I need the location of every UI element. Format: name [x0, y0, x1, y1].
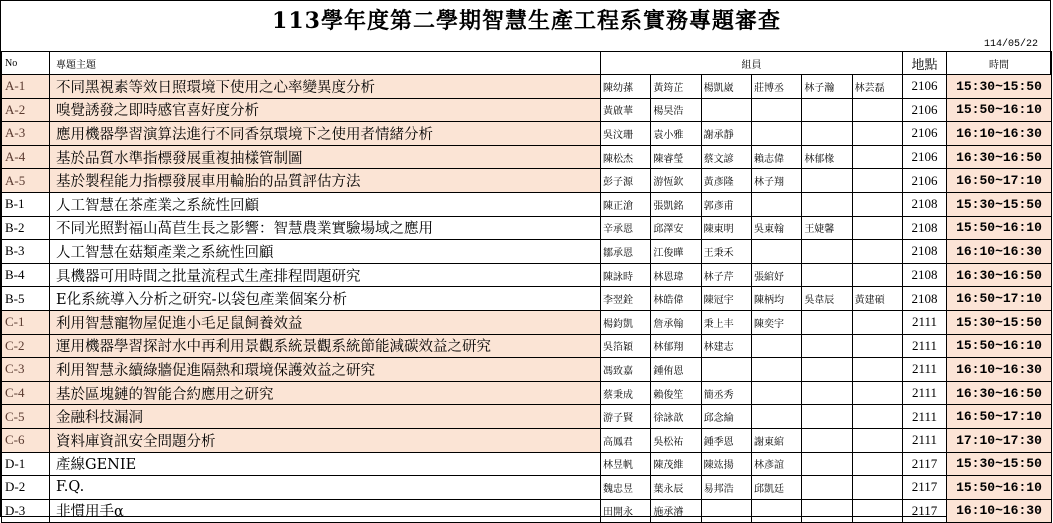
row-time: 15:30~15:50: [947, 452, 1052, 476]
member-cell: 鍾侑恩: [651, 358, 701, 382]
member-cell: [802, 499, 852, 523]
row-location: 2108: [903, 216, 947, 240]
schedule-table: [1, 51, 1052, 523]
member-cell: 蔡文諺: [701, 145, 751, 169]
row-topic: 利用智慧永續綠牆促進隔熱和環境保護效益之研究: [50, 358, 601, 382]
row-location: 2108: [903, 263, 947, 287]
member-cell: 施承濬: [651, 499, 701, 523]
row-location: 2106: [903, 122, 947, 146]
member-cell: 吳東翰: [751, 216, 801, 240]
member-cell: 吳汶珊: [601, 122, 651, 146]
row-location: 2108: [903, 240, 947, 264]
member-cell: [802, 381, 852, 405]
row-topic: 嗅覺誘發之即時感官喜好度分析: [50, 98, 601, 122]
member-cell: [852, 476, 902, 500]
member-cell: 徐詠歆: [651, 405, 701, 429]
row-location: 2106: [903, 169, 947, 193]
member-cell: 林建志: [701, 334, 751, 358]
row-location: 2111: [903, 334, 947, 358]
row-no: B-1: [2, 192, 50, 216]
member-cell: [852, 192, 902, 216]
member-cell: 陳松杰: [601, 145, 651, 169]
row-location: 2106: [903, 98, 947, 122]
row-topic: 不同黑視素等效日照環境下使用之心率變異度分析: [50, 75, 601, 99]
member-cell: [751, 381, 801, 405]
row-topic: E化系統導入分析之研究-以袋包產業個案分析: [50, 287, 601, 311]
header-time: 時間: [947, 52, 1052, 75]
row-topic: 非慣用手α: [50, 499, 601, 523]
member-cell: [802, 240, 852, 264]
member-cell: 林彥誼: [751, 452, 801, 476]
row-time: 17:10~17:30: [947, 428, 1052, 452]
member-cell: 楊鈞凱: [601, 310, 651, 334]
row-time: 16:10~16:30: [947, 240, 1052, 264]
member-cell: [802, 358, 852, 382]
table-row: [2, 428, 1052, 452]
member-cell: 林子翔: [751, 169, 801, 193]
row-topic: 基於品質水準指標發展重複抽樣管制圖: [50, 145, 601, 169]
member-cell: 林芸磊: [852, 75, 902, 99]
table-row: [2, 263, 1052, 287]
member-cell: [802, 192, 852, 216]
row-time: 15:30~15:50: [947, 192, 1052, 216]
member-cell: 黃啟華: [601, 98, 651, 122]
row-topic: 應用機器學習演算法進行不同香氛環境下之使用者情緒分析: [50, 122, 601, 146]
row-no: B-5: [2, 287, 50, 311]
member-cell: [802, 334, 852, 358]
member-cell: 田開永: [601, 499, 651, 523]
member-cell: 陳正滄: [601, 192, 651, 216]
table-row: [2, 75, 1052, 99]
member-cell: 黃筠芷: [651, 75, 701, 99]
member-cell: [751, 334, 801, 358]
member-cell: [852, 122, 902, 146]
member-cell: [802, 428, 852, 452]
row-location: 2111: [903, 428, 947, 452]
row-location: 2117: [903, 476, 947, 500]
member-cell: [701, 98, 751, 122]
member-cell: 詹承翰: [651, 310, 701, 334]
row-time: 16:10~16:30: [947, 358, 1052, 382]
member-cell: 陳睿瑩: [651, 145, 701, 169]
member-cell: [751, 499, 801, 523]
table-row: [2, 145, 1052, 169]
table-row: [2, 98, 1052, 122]
table-row: [2, 169, 1052, 193]
member-cell: [751, 358, 801, 382]
row-no: B-3: [2, 240, 50, 264]
member-cell: [852, 240, 902, 264]
row-no: A-4: [2, 145, 50, 169]
row-location: 2117: [903, 499, 947, 523]
member-cell: 陳竑揚: [701, 452, 751, 476]
table-row: [2, 334, 1052, 358]
member-cell: 賴志偉: [751, 145, 801, 169]
member-cell: 蔡秉成: [601, 381, 651, 405]
member-cell: [751, 405, 801, 429]
member-cell: 陳東明: [701, 216, 751, 240]
row-topic: 不同光照對福山萵苣生長之影響：智慧農業實驗場域之應用: [50, 216, 601, 240]
row-topic: F.Q.: [50, 476, 601, 500]
row-time: 15:30~15:50: [947, 75, 1052, 99]
member-cell: 陳柄均: [751, 287, 801, 311]
member-cell: [802, 310, 852, 334]
member-cell: 袁小雅: [651, 122, 701, 146]
table-row: [2, 476, 1052, 500]
member-cell: [852, 405, 902, 429]
row-time: 15:50~16:10: [947, 98, 1052, 122]
row-time: 16:50~17:10: [947, 169, 1052, 193]
row-no: A-2: [2, 98, 50, 122]
member-cell: [852, 452, 902, 476]
member-cell: 簡丞秀: [701, 381, 751, 405]
member-cell: 吳韋辰: [802, 287, 852, 311]
row-location: 2111: [903, 381, 947, 405]
row-no: A-3: [2, 122, 50, 146]
row-topic: 產線GENIE: [50, 452, 601, 476]
member-cell: 林昱帆: [601, 452, 651, 476]
row-location: 2111: [903, 358, 947, 382]
row-no: A-1: [2, 75, 50, 99]
row-topic: 利用智慧寵物屋促進小毛足鼠飼養效益: [50, 310, 601, 334]
member-cell: [751, 122, 801, 146]
member-cell: 游子賢: [601, 405, 651, 429]
member-cell: [852, 334, 902, 358]
row-topic: 人工智慧在菇類產業之系統性回顧: [50, 240, 601, 264]
member-cell: 陳幼蓀: [601, 75, 651, 99]
member-cell: 郭彥甫: [701, 192, 751, 216]
row-location: 2111: [903, 405, 947, 429]
member-cell: [852, 98, 902, 122]
member-cell: [802, 452, 852, 476]
table-row: [2, 405, 1052, 429]
member-cell: 黃彥隆: [701, 169, 751, 193]
row-topic: 人工智慧在茶產業之系統性回顧: [50, 192, 601, 216]
member-cell: [802, 405, 852, 429]
member-cell: 賴俊笙: [651, 381, 701, 405]
member-cell: 彭子源: [601, 169, 651, 193]
member-cell: [751, 192, 801, 216]
member-cell: [852, 216, 902, 240]
member-cell: 秉上丰: [701, 310, 751, 334]
row-time: 16:50~17:10: [947, 287, 1052, 311]
row-no: C-4: [2, 381, 50, 405]
row-time: 16:30~16:50: [947, 381, 1052, 405]
row-time: 16:50~17:10: [947, 405, 1052, 429]
row-no: D-1: [2, 452, 50, 476]
row-location: 2106: [903, 75, 947, 99]
member-cell: 林皓偉: [651, 287, 701, 311]
member-cell: 邱凱廷: [751, 476, 801, 500]
row-topic: 基於製程能力指標發展車用輪胎的品質評估方法: [50, 169, 601, 193]
row-time: 15:50~16:10: [947, 216, 1052, 240]
member-cell: 馮致嘉: [601, 358, 651, 382]
member-cell: 黃建碩: [852, 287, 902, 311]
member-cell: [852, 169, 902, 193]
member-cell: 楊昊浩: [651, 98, 701, 122]
row-time: 16:30~16:50: [947, 145, 1052, 169]
row-location: 2108: [903, 287, 947, 311]
table-row: [2, 240, 1052, 264]
member-cell: 陳詠時: [601, 263, 651, 287]
member-cell: 王秉禾: [701, 240, 751, 264]
row-no: B-2: [2, 216, 50, 240]
row-no: C-2: [2, 334, 50, 358]
member-cell: 李翌銓: [601, 287, 651, 311]
schedule-rows: [2, 75, 1052, 523]
member-cell: 謝東綰: [751, 428, 801, 452]
row-no: B-4: [2, 263, 50, 287]
member-cell: 謝承靜: [701, 122, 751, 146]
header-no: No: [2, 52, 50, 75]
table-row: [2, 381, 1052, 405]
member-cell: 陳茂維: [651, 452, 701, 476]
row-topic: 運用機器學習探討水中再利用景觀系統景觀系統節能減碳效益之研究: [50, 334, 601, 358]
table-row: [2, 452, 1052, 476]
table-row: [2, 287, 1052, 311]
header-topic: 專題主題: [50, 52, 601, 75]
member-cell: 江俊曄: [651, 240, 701, 264]
member-cell: 易邦浩: [701, 476, 751, 500]
member-cell: 楊凱崴: [701, 75, 751, 99]
member-cell: [852, 358, 902, 382]
row-location: 2108: [903, 192, 947, 216]
header-members: 組員: [601, 52, 903, 75]
member-cell: [802, 263, 852, 287]
member-cell: 邱念綸: [701, 405, 751, 429]
member-cell: 陳奕宇: [751, 310, 801, 334]
member-cell: [751, 98, 801, 122]
member-cell: 吳松祐: [651, 428, 701, 452]
table-row: [2, 216, 1052, 240]
member-cell: [802, 476, 852, 500]
member-cell: 鄒承恩: [601, 240, 651, 264]
row-time: 16:10~16:30: [947, 122, 1052, 146]
row-no: C-6: [2, 428, 50, 452]
row-time: 15:50~16:10: [947, 334, 1052, 358]
member-cell: 陳冠宇: [701, 287, 751, 311]
date-label: 114/05/22: [983, 39, 1038, 50]
member-cell: [701, 499, 751, 523]
member-cell: 林子瀚: [802, 75, 852, 99]
member-cell: 邱澤安: [651, 216, 701, 240]
member-cell: [852, 145, 902, 169]
row-no: C-3: [2, 358, 50, 382]
member-cell: [852, 428, 902, 452]
member-cell: [751, 240, 801, 264]
member-cell: 林恩瑋: [651, 263, 701, 287]
row-no: D-2: [2, 476, 50, 500]
member-cell: 張綰妤: [751, 263, 801, 287]
member-cell: 吳箔穎: [601, 334, 651, 358]
member-cell: [802, 98, 852, 122]
row-location: 2117: [903, 452, 947, 476]
row-no: D-3: [2, 499, 50, 523]
member-cell: 葉永辰: [651, 476, 701, 500]
member-cell: [701, 358, 751, 382]
member-cell: [802, 169, 852, 193]
member-cell: 高鳳君: [601, 428, 651, 452]
row-no: C-1: [2, 310, 50, 334]
row-time: 15:50~16:10: [947, 476, 1052, 500]
member-cell: [852, 310, 902, 334]
table-row: [2, 122, 1052, 146]
table-row: [2, 499, 1052, 523]
row-no: C-5: [2, 405, 50, 429]
header-location: 地點: [903, 52, 947, 75]
row-time: 16:30~16:50: [947, 263, 1052, 287]
row-time: 15:30~15:50: [947, 310, 1052, 334]
row-location: 2106: [903, 145, 947, 169]
member-cell: [852, 381, 902, 405]
row-no: A-5: [2, 169, 50, 193]
row-topic: 具機器可用時間之批量流程式生產排程問題研究: [50, 263, 601, 287]
row-location: 2111: [903, 310, 947, 334]
row-topic: 資料庫資訊安全問題分析: [50, 428, 601, 452]
member-cell: 張凱銘: [651, 192, 701, 216]
member-cell: 林子芹: [701, 263, 751, 287]
member-cell: 辛承恩: [601, 216, 651, 240]
member-cell: 游恆欽: [651, 169, 701, 193]
member-cell: 莊博丞: [751, 75, 801, 99]
member-cell: [852, 499, 902, 523]
member-cell: 林郁翔: [651, 334, 701, 358]
table-row: [2, 192, 1052, 216]
table-row: [2, 358, 1052, 382]
member-cell: 魏忠昱: [601, 476, 651, 500]
table-row: [2, 310, 1052, 334]
row-topic: 金融科技漏洞: [50, 405, 601, 429]
page-title: 113學年度第二學期智慧生產工程系實務專題審查: [272, 7, 781, 34]
row-topic: 基於區塊鏈的智能合約應用之研究: [50, 381, 601, 405]
row-time: 16:10~16:30: [947, 499, 1052, 523]
header-row: [2, 52, 1052, 75]
member-cell: 鍾季恩: [701, 428, 751, 452]
member-cell: 王婕馨: [802, 216, 852, 240]
member-cell: 林郁椽: [802, 145, 852, 169]
member-cell: [852, 263, 902, 287]
member-cell: [802, 122, 852, 146]
